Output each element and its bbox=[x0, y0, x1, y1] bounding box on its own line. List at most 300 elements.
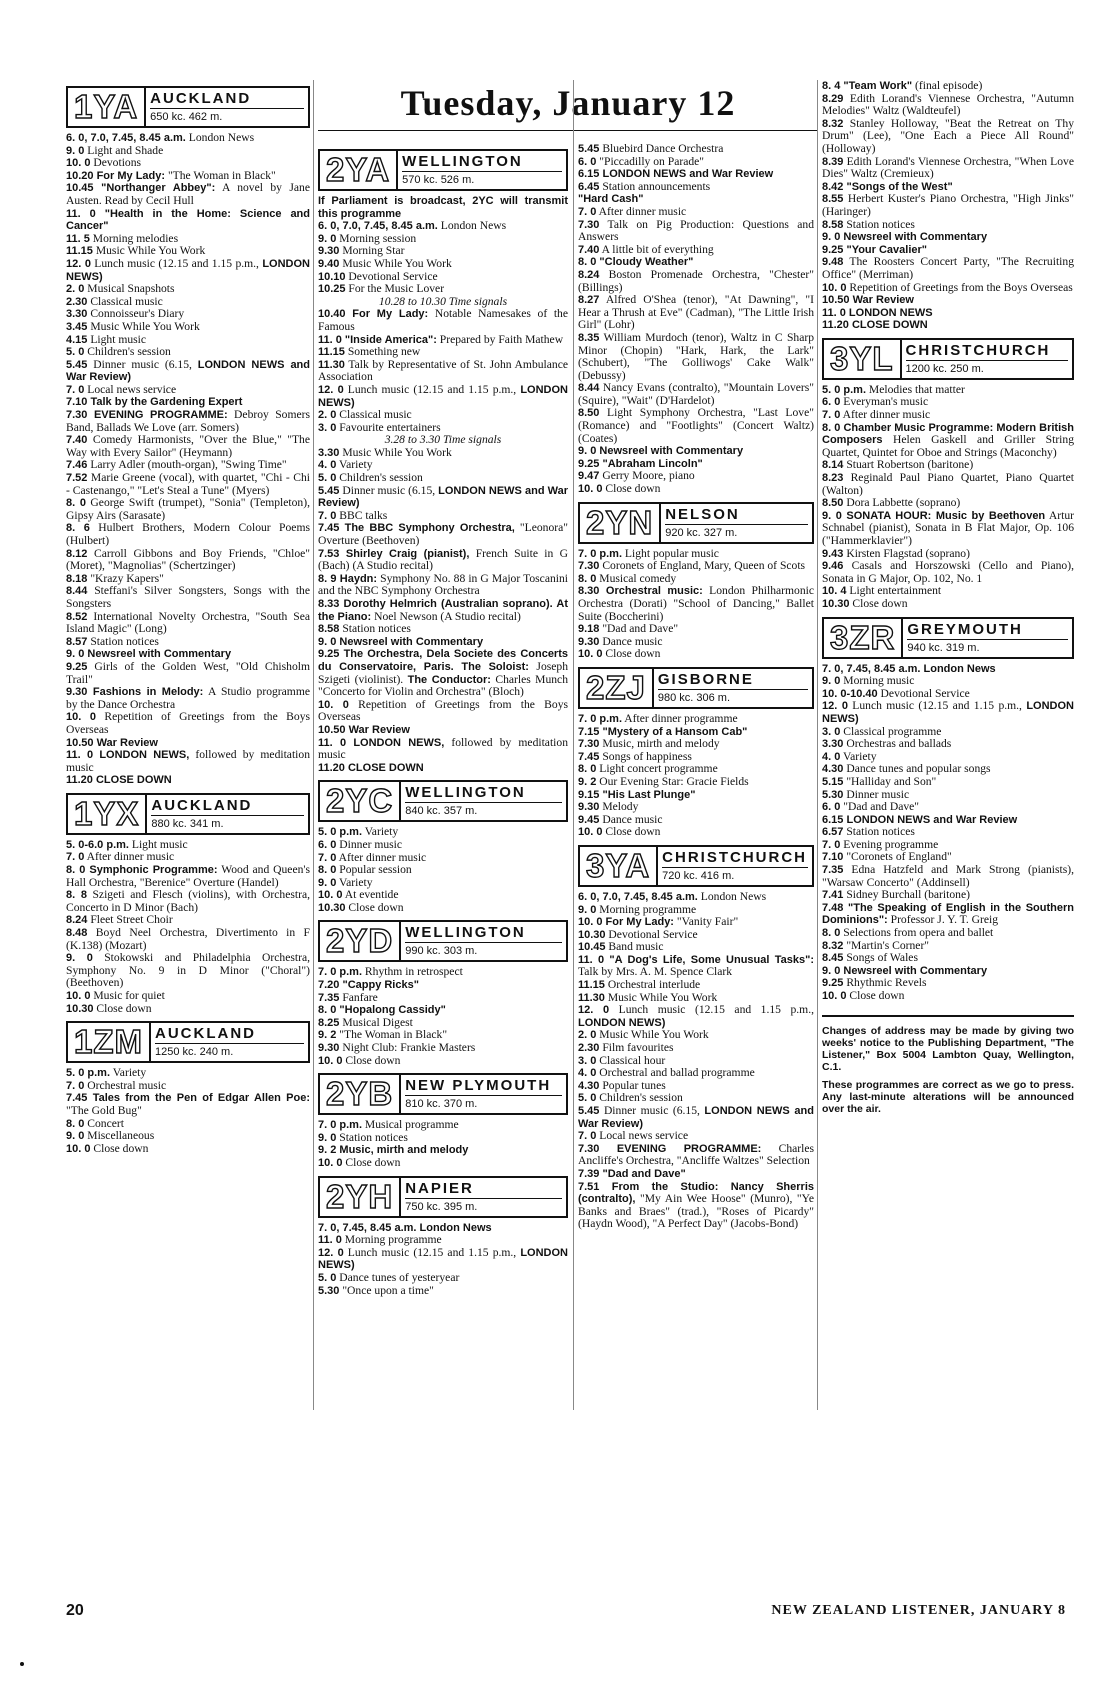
station-frequency: 980 kc. 306 m. bbox=[657, 691, 731, 704]
programme-time: 8.44 bbox=[66, 585, 88, 598]
programme-time: 10. 0 bbox=[822, 281, 847, 294]
programme-description: "Piccadilly on Parade" bbox=[596, 154, 705, 168]
programme-time: 8.18 bbox=[66, 572, 88, 585]
programme-time: 11. 0 bbox=[66, 749, 94, 762]
programme-highlight: LONDON NEWS) bbox=[578, 1016, 666, 1029]
station-frequency: 920 kc. 327 m. bbox=[665, 526, 738, 539]
programme-time: 5. 0 bbox=[318, 472, 337, 485]
programme-description: Boston Promenade Orchestra, "Chester" (Billings) bbox=[578, 267, 814, 294]
programme-description: London News bbox=[437, 219, 507, 233]
programme-description: Melodies that matter bbox=[866, 382, 965, 396]
programme-highlight: "Health in the Home: Science and Cancer" bbox=[66, 207, 310, 233]
programme-time: 10.50 bbox=[318, 723, 346, 736]
station-call-sign: 2YA bbox=[320, 151, 398, 189]
programme-highlight: Chamber Music Programme: Modern British Composers bbox=[822, 421, 1074, 447]
programme-highlight: CLOSE DOWN bbox=[344, 761, 424, 774]
programme-description: Dance tunes of yesteryear bbox=[336, 1270, 460, 1284]
programme-time: 4. 0 bbox=[578, 1067, 597, 1080]
programme-description: Talk by Representative of St. John Ambulance Association bbox=[318, 357, 568, 384]
programme-time: 7. 0 bbox=[66, 383, 85, 396]
programme-description: Noel Newson (A Studio recital) bbox=[371, 609, 521, 623]
programme-time: 7.35 bbox=[318, 991, 340, 1004]
programme-time: 9.30 bbox=[318, 1042, 340, 1055]
programme-description: Musical comedy bbox=[596, 571, 677, 585]
programme-time: 3.30 bbox=[318, 446, 340, 459]
programme-time: 10. 4 bbox=[822, 585, 847, 598]
programme-highlight: "Your Cavalier" bbox=[843, 243, 928, 256]
programme-entry bbox=[66, 182, 310, 207]
programme-description: Something new bbox=[344, 345, 421, 359]
station-call-sign: 1ZM bbox=[68, 1023, 151, 1061]
programme-entry bbox=[66, 1092, 310, 1117]
programme-time: 7.45 bbox=[66, 1092, 88, 1105]
programme-entry bbox=[318, 636, 568, 649]
programme-description: Rhythmic Revels bbox=[843, 976, 927, 990]
programme-description: Music While You Work bbox=[87, 319, 200, 333]
station-city: GREYMOUTH bbox=[907, 620, 1068, 640]
programme-description: Devotional Service bbox=[605, 927, 698, 941]
programme-description: Devotional Service bbox=[345, 269, 438, 283]
station-header bbox=[318, 149, 568, 191]
programme-entry bbox=[822, 409, 1074, 422]
programme-time: 9.30 bbox=[578, 801, 600, 814]
programme-description: Close down bbox=[846, 989, 905, 1002]
programme-description: Music While You Work bbox=[339, 256, 452, 270]
programme-time: 9. 2 bbox=[318, 1029, 337, 1042]
programme-description: Lunch music (12.15 and 1.15 p.m., bbox=[343, 1245, 521, 1259]
programme-time: 8.33 bbox=[318, 598, 340, 610]
programme-highlight: For My Lady: bbox=[93, 169, 166, 182]
programme-time: 10.30 bbox=[318, 901, 346, 914]
programme-description: Lunch music (12.15 and 1.15 p.m., bbox=[847, 699, 1027, 713]
programme-description: Station notices bbox=[843, 825, 915, 839]
programme-entry bbox=[822, 93, 1074, 118]
programme-entry bbox=[822, 497, 1074, 510]
programme-time: 7. 0 bbox=[578, 205, 597, 218]
programme-highlight: "Abraham Lincoln" bbox=[599, 457, 703, 470]
programme-entry bbox=[578, 1004, 814, 1029]
programme-highlight: "Songs of the West" bbox=[843, 180, 953, 193]
programme-description: Close down bbox=[602, 482, 661, 496]
programme-time: 7. 0 bbox=[822, 409, 841, 422]
programme-description: Close down bbox=[345, 900, 404, 914]
programme-time: 11.20 bbox=[318, 761, 345, 774]
programme-highlight: Fashions in Melody: bbox=[87, 686, 204, 699]
programme-highlight: LONDON NEWS) bbox=[66, 257, 310, 283]
station-frequency: 720 kc. 416 m. bbox=[662, 869, 735, 882]
programme-highlight: The Orchestra, Dela Societe des Concerts du Conservatoire, Paris. The Soloist: bbox=[318, 648, 568, 673]
programme-entry bbox=[318, 1055, 568, 1068]
programme-entry bbox=[318, 1132, 568, 1145]
programme-description: Lunch music (12.15 and 1.15 p.m., bbox=[90, 256, 263, 270]
programme-description: Favourite entertainers bbox=[336, 420, 441, 434]
column-divider bbox=[313, 80, 314, 1410]
programme-entry bbox=[66, 585, 310, 610]
programme-description: Dance tunes and popular songs bbox=[843, 762, 991, 776]
programme-time: 7. 0 p.m. bbox=[578, 547, 623, 560]
programme-description: Edith Lorand's Viennese Orchestra, "When Love Dies" Waltz (Cremieux) bbox=[822, 154, 1074, 181]
station-city: NEW PLYMOUTH bbox=[405, 1076, 562, 1096]
station-info bbox=[401, 1178, 566, 1216]
programme-entry bbox=[318, 902, 568, 915]
station-call-sign: 2YC bbox=[320, 782, 401, 820]
programme-highlight: "The Speaking of English in the Southern Dominions": bbox=[822, 901, 1074, 927]
programme-time: 4.30 bbox=[822, 763, 844, 776]
programme-description: Close down bbox=[342, 1156, 401, 1169]
programme-entry bbox=[318, 966, 568, 979]
programme-time: 10.45 bbox=[578, 941, 606, 954]
programme-description: Light entertainment bbox=[846, 584, 942, 598]
programme-description: After dinner music bbox=[336, 850, 427, 864]
programme-time: 8.32 bbox=[822, 939, 844, 952]
programme-description: Variety bbox=[336, 875, 373, 889]
programme-entry bbox=[318, 1157, 568, 1170]
programme-highlight: For My Lady: bbox=[345, 308, 429, 321]
programme-time: 10.20 bbox=[66, 169, 94, 182]
programme-time: 9. 2 bbox=[318, 1144, 337, 1157]
programme-highlight: "Northanger Abbey": bbox=[93, 182, 216, 195]
programme-description: Helen Gaskell and Griller String Quartet, Quintet for Oboe and Strings (Maconchy) bbox=[822, 433, 1074, 459]
programme-description: Children's session bbox=[84, 345, 171, 359]
programme-highlight: EVENING PROGRAMME: bbox=[87, 409, 228, 422]
programme-time: 3.30 bbox=[66, 308, 88, 321]
programme-description: Our Evening Star: Gracie Fields bbox=[596, 774, 749, 788]
programme-description: Songs of Wales bbox=[843, 951, 918, 965]
programme-entry bbox=[66, 359, 310, 384]
programme-time: 10.50 bbox=[822, 294, 850, 307]
programme-time: 9.45 bbox=[578, 813, 600, 826]
station-frequency: 1250 kc. 240 m. bbox=[155, 1046, 234, 1059]
station-info bbox=[147, 795, 308, 833]
programme-time: 11.15 bbox=[578, 979, 605, 992]
programme-description: "Halliday and Son" bbox=[843, 774, 937, 788]
programme-time: 8.44 bbox=[578, 382, 600, 395]
programme-entry bbox=[318, 648, 568, 698]
programme-entry bbox=[578, 941, 814, 954]
programme-highlight: LONDON NEWS, bbox=[93, 749, 190, 762]
programme-time: 3. 0 bbox=[578, 1054, 597, 1067]
programme-entry bbox=[578, 156, 814, 169]
station-frequency: 880 kc. 341 m. bbox=[151, 817, 224, 830]
programme-description: Notable Namesakes of the Famous bbox=[318, 307, 568, 333]
programme-highlight: Newsreel with Commentary bbox=[840, 231, 988, 244]
programme-description: Coronets of England, Mary, Queen of Scots bbox=[599, 559, 806, 573]
programme-entry bbox=[578, 181, 814, 194]
programme-description: Band music bbox=[605, 940, 664, 954]
programme-highlight: If Parliament is broadcast, 2YC will transmit this programme bbox=[318, 195, 568, 220]
programme-description: After dinner music bbox=[840, 408, 931, 422]
programme-description: Local news service bbox=[596, 1129, 689, 1143]
programme-entry bbox=[578, 585, 814, 623]
programme-entry bbox=[318, 308, 568, 333]
station-header bbox=[318, 1073, 568, 1115]
station-info bbox=[398, 151, 566, 189]
programme-time: 9.43 bbox=[822, 547, 844, 560]
programme-time: 8.32 bbox=[822, 117, 844, 130]
programme-time: 8. 0 bbox=[578, 572, 597, 585]
programme-description: Devotions bbox=[90, 156, 142, 170]
notice-corrections: These programmes are correct as we go to press. Any last-minute alterations will be announced over the air. bbox=[822, 1078, 1074, 1115]
station-info bbox=[658, 847, 812, 885]
programme-description: Close down bbox=[342, 1053, 401, 1067]
programme-description: Artur Schnabel (pianist), Sonata in B Flat Major, Op. 106 ("Hammerklavier") bbox=[822, 508, 1074, 547]
programme-entry bbox=[822, 422, 1074, 460]
programme-time: 10.30 bbox=[822, 597, 850, 610]
programme-time: 10. 0 bbox=[578, 648, 603, 661]
programme-time: 8. 0 bbox=[66, 1117, 85, 1130]
programme-highlight: LONDON NEWS) bbox=[822, 700, 1074, 725]
programme-time: 7. 0 p.m. bbox=[578, 712, 623, 725]
programme-time: 11. 0 bbox=[66, 207, 96, 220]
programme-entry bbox=[578, 1168, 814, 1181]
programme-description: Dinner music (6.15, bbox=[339, 483, 439, 497]
programme-time: 7.48 bbox=[822, 901, 844, 914]
programme-description: Musical Snapshots bbox=[84, 282, 175, 296]
programme-description: Light concert programme bbox=[596, 762, 718, 776]
programme-time: 9.47 bbox=[578, 470, 600, 483]
station-frequency: 990 kc. 303 m. bbox=[405, 945, 478, 958]
publisher-notice bbox=[822, 1015, 1074, 1115]
programme-description: "My Ain Wee Hoose" (Munro), "Ye Banks and Braes" (trad.), "Roses of Picardy" (Haydn Wood), "A Perfect Day" (Jacobs-Bond) bbox=[578, 1192, 814, 1231]
station-header bbox=[318, 780, 568, 822]
programme-time: 8.58 bbox=[318, 623, 340, 636]
programme-time: 10.45 bbox=[66, 182, 94, 195]
programme-highlight: "Dad and Dave" bbox=[599, 1167, 686, 1180]
programme-time: 7.10 bbox=[66, 396, 88, 409]
station-city: NELSON bbox=[665, 505, 808, 525]
programme-time: 11. 0 bbox=[318, 1234, 342, 1247]
programme-time: 2. 0 bbox=[318, 409, 337, 422]
print-speck bbox=[20, 1662, 24, 1666]
station-frequency: 940 kc. 319 m. bbox=[907, 641, 980, 654]
programme-highlight: Newsreel with Commentary bbox=[840, 964, 988, 977]
station-info bbox=[146, 88, 308, 126]
programme-entry bbox=[578, 294, 814, 332]
programme-entry bbox=[578, 219, 814, 244]
station-frequency: 810 kc. 370 m. bbox=[405, 1098, 478, 1111]
programme-time: 6.57 bbox=[822, 826, 844, 839]
programme-description: Classical music bbox=[87, 294, 163, 308]
programme-time: 11.20 bbox=[66, 774, 93, 787]
programme-description: Comedy Harmonists, "Over the Blue," "The Way with Every Sailor" (Heymann) bbox=[66, 433, 310, 459]
programme-entry bbox=[578, 1181, 814, 1231]
programme-time: 7.20 bbox=[318, 979, 340, 992]
programme-description: Concert bbox=[84, 1116, 124, 1130]
programme-description: Girls of the Golden West, "Old Chisholm Trail" bbox=[66, 659, 310, 686]
programme-time: 10. 0 bbox=[318, 1054, 343, 1067]
programme-description: Light Symphony Orchestra, "Last Love" (Romance) and "Footlights" (Concert Waltz) (Coates) bbox=[578, 406, 814, 445]
programme-description: French Suite in G (Bach) (A Studio recital) bbox=[318, 546, 568, 573]
programme-time: 9.15 bbox=[578, 788, 600, 801]
programme-highlight: The Conductor: bbox=[407, 673, 491, 686]
programme-time: 6.15 bbox=[578, 168, 600, 181]
station-city: WELLINGTON bbox=[402, 152, 562, 172]
programme-highlight: "Team Work" bbox=[840, 80, 913, 92]
programme-time: 10. 0 bbox=[578, 826, 603, 839]
programme-time: 8. 0 bbox=[318, 864, 337, 877]
programme-description: "Dad and Dave" bbox=[599, 622, 679, 636]
programme-time: 3.45 bbox=[66, 320, 88, 333]
station-call-sign: 2ZJ bbox=[580, 669, 654, 707]
programme-time: 2. 0 bbox=[66, 283, 85, 296]
programme-time: 5.45 bbox=[66, 358, 88, 371]
programme-entry bbox=[66, 686, 310, 711]
programme-entry bbox=[318, 992, 568, 1005]
programme-entry bbox=[578, 445, 814, 458]
title-divider bbox=[318, 130, 818, 131]
programme-time: 7.40 bbox=[66, 434, 88, 447]
programme-highlight: Tales from the Pen of Edgar Allen Poe: bbox=[87, 1092, 310, 1105]
programme-entry bbox=[578, 407, 814, 445]
programme-description: Gerry Moore, piano bbox=[599, 469, 695, 483]
programme-entry bbox=[822, 902, 1074, 927]
programme-time: 10. 0 bbox=[318, 1157, 343, 1169]
programme-time: 8. 0 bbox=[578, 256, 597, 269]
programme-time: 4. 0 bbox=[318, 459, 337, 472]
column-divider bbox=[573, 80, 574, 1410]
programme-entry bbox=[66, 636, 310, 649]
programme-entry bbox=[578, 648, 814, 661]
programme-highlight: SONATA HOUR: Music by Beethoven bbox=[841, 509, 1046, 522]
programme-time: 9. 0 bbox=[822, 964, 841, 977]
programme-description: Boyd Neel Orchestra, Divertimento in F (K.138) (Mozart) bbox=[66, 926, 310, 952]
programme-time: 12. 0 bbox=[822, 700, 848, 713]
programme-highlight: Newsreel with Commentary bbox=[84, 648, 232, 661]
programme-entry bbox=[66, 864, 310, 889]
programme-entry bbox=[318, 737, 568, 762]
programme-description: Evening programme bbox=[840, 837, 939, 851]
station-frequency: 570 kc. 526 m. bbox=[402, 174, 475, 186]
programme-time: 6.15 bbox=[822, 813, 844, 826]
programme-time: 5. 0 bbox=[578, 1092, 597, 1105]
programme-time: 10.50 bbox=[66, 736, 94, 749]
programme-time: 9. 0 bbox=[318, 1131, 337, 1144]
programme-description: The Roosters Concert Party, "The Recruiting Office" (Merriman) bbox=[822, 255, 1074, 281]
programme-entry bbox=[318, 699, 568, 724]
programme-time: 6. 0, 7.0, 7.45, 8.45 a.m. bbox=[578, 890, 698, 903]
programme-time: 11. 0 bbox=[578, 953, 605, 966]
programme-time: 6. 0, 7.0, 7.45, 8.45 a.m. bbox=[318, 220, 438, 233]
programme-entry bbox=[578, 826, 814, 839]
programme-entry bbox=[318, 623, 568, 636]
programme-entry bbox=[578, 1143, 814, 1168]
programme-description: Symphony No. 88 in G Major Toscanini and the NBC Symphony Orchestra bbox=[318, 571, 568, 598]
programme-description: Bluebird Dance Orchestra bbox=[599, 143, 724, 155]
programme-highlight: War Review bbox=[93, 736, 158, 749]
programme-entry bbox=[822, 319, 1074, 332]
programme-description: At eventide bbox=[342, 888, 399, 902]
programme-description: After dinner programme bbox=[622, 711, 738, 725]
column-3 bbox=[578, 143, 814, 1231]
programme-description: Dance music bbox=[599, 812, 663, 826]
programme-time: 8.12 bbox=[66, 547, 88, 560]
programme-highlight: For My Lady: bbox=[602, 916, 674, 929]
programme-description: A Studio programme by the Dance Orchestra bbox=[66, 685, 310, 711]
programme-time: 10. 0 bbox=[578, 916, 603, 929]
programme-time: 5.45 bbox=[578, 143, 600, 155]
programme-entry bbox=[822, 889, 1074, 902]
programme-highlight: "His Last Plunge" bbox=[599, 788, 696, 801]
programme-highlight: Symphonic Programme: bbox=[85, 864, 218, 877]
programme-entry bbox=[318, 598, 568, 623]
programme-time: 9. 0 bbox=[318, 876, 337, 889]
programme-time: 9. 0 bbox=[578, 903, 597, 916]
station-info bbox=[661, 504, 812, 542]
programme-description: Wood and Queen's Hall Orchestra, "Berenice" Overture (Handel) bbox=[66, 863, 310, 889]
programme-description: "Martin's Corner" bbox=[843, 938, 930, 952]
programme-entry bbox=[66, 774, 310, 787]
programme-entry bbox=[318, 384, 568, 409]
station-call-sign: 2YH bbox=[320, 1178, 401, 1216]
programme-time: 9. 0 bbox=[578, 445, 597, 458]
programme-time: 5.30 bbox=[318, 1284, 340, 1297]
programme-entry bbox=[66, 497, 310, 522]
station-header bbox=[318, 920, 568, 962]
programme-time: 7.30 bbox=[66, 409, 88, 422]
station-info bbox=[401, 1075, 566, 1113]
programme-time: 11.30 bbox=[318, 358, 345, 371]
programme-time: 11. 0 bbox=[318, 333, 342, 346]
station-header bbox=[822, 338, 1074, 380]
programme-entry bbox=[578, 269, 814, 294]
programme-description: Night Club: Frankie Masters bbox=[339, 1041, 476, 1055]
station-header bbox=[578, 667, 814, 709]
programme-time: 7.30 bbox=[578, 218, 600, 231]
programme-time: 9.25 bbox=[66, 660, 88, 673]
programme-highlight: Dorothy Helmrich (Australian soprano). At the Piano: bbox=[318, 598, 568, 623]
programme-entry bbox=[66, 522, 310, 547]
programme-entry bbox=[822, 598, 1074, 611]
programme-highlight: "Cloudy Weather" bbox=[596, 256, 694, 269]
station-call-sign: 1YA bbox=[68, 88, 146, 126]
programme-entry bbox=[822, 118, 1074, 156]
programme-description: Classical programme bbox=[840, 724, 942, 738]
programme-entry bbox=[66, 548, 310, 573]
programme-time: 8.50 bbox=[578, 407, 600, 420]
programme-time: 9. 2 bbox=[578, 775, 597, 788]
programme-time: 8. 0 bbox=[578, 763, 597, 776]
station-header bbox=[578, 502, 814, 544]
programme-description: Morning programme bbox=[596, 902, 697, 916]
programme-time: 7.51 bbox=[578, 1180, 600, 1193]
programme-time: 4.15 bbox=[66, 333, 88, 346]
programme-time: 7.45 bbox=[318, 522, 340, 535]
station-header bbox=[318, 1176, 568, 1218]
programme-time: 3. 0 bbox=[318, 421, 337, 434]
programme-time: 8. 0 bbox=[822, 421, 841, 434]
programme-entry bbox=[66, 952, 310, 990]
programme-description: Stanley Holloway, "Beat the Retreat on Thy Drum" (Lee), "One Each a Piece All Round" (Holloway) bbox=[822, 116, 1074, 155]
programme-time: 6. 0, 7.0, 7.45, 8.45 a.m. bbox=[66, 132, 186, 144]
programme-description: Lunch music (12.15 and 1.15 p.m., bbox=[343, 382, 521, 396]
programme-description: After dinner music bbox=[596, 204, 687, 218]
programme-time: 12. 0 bbox=[318, 1246, 344, 1259]
station-info bbox=[903, 619, 1072, 657]
programme-description: Station notices bbox=[87, 634, 159, 648]
station-frequency: 1200 kc. 250 m. bbox=[905, 362, 984, 375]
programme-time: 9.25 bbox=[318, 648, 340, 661]
programme-entry bbox=[822, 231, 1074, 244]
programme-description: Miscellaneous bbox=[84, 1129, 155, 1143]
station-frequency: 750 kc. 395 m. bbox=[405, 1200, 478, 1213]
programme-description: Music While You Work bbox=[92, 244, 206, 258]
programme-time: 10. 0 bbox=[66, 157, 91, 170]
programme-time: 11. 0 bbox=[318, 736, 347, 749]
programme-description: Dance music bbox=[599, 634, 663, 648]
programme-entry bbox=[66, 749, 310, 774]
programme-description: Popular session bbox=[336, 863, 412, 877]
programme-description: Morning music bbox=[840, 674, 915, 688]
